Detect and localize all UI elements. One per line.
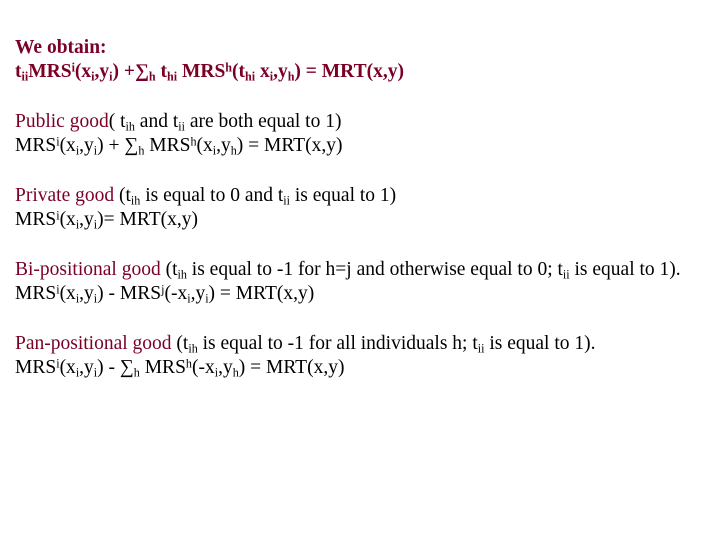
formula-sup: i bbox=[56, 208, 60, 223]
panpositional-good-formula bbox=[15, 356, 705, 380]
text-part: and t bbox=[134, 111, 179, 132]
formula-part: ) = MRT(x,y) bbox=[236, 135, 343, 156]
formula-sub: i bbox=[91, 69, 95, 84]
private-good-formula bbox=[15, 208, 705, 232]
formula-sub: i bbox=[75, 143, 80, 158]
text-part: ( t bbox=[108, 111, 126, 132]
formula-part: MRS bbox=[15, 283, 57, 304]
formula-sub: h bbox=[287, 69, 295, 84]
formula-sub: h bbox=[148, 69, 156, 84]
formula-part: (-x bbox=[191, 357, 215, 378]
public-good-condition bbox=[15, 110, 705, 134]
text-sub: ii bbox=[562, 267, 570, 282]
text-part: (t bbox=[171, 333, 189, 354]
private-good-label: Private good bbox=[15, 185, 115, 206]
formula-sub: i bbox=[212, 143, 217, 158]
text-part: (t bbox=[114, 185, 131, 206]
text-sub: ii bbox=[283, 193, 291, 208]
text-part: is equal to 1). bbox=[484, 333, 596, 354]
formula-sub: hi bbox=[245, 69, 256, 84]
heading: We obtain: bbox=[15, 37, 107, 58]
formula-part: ) = MRT(x,y) bbox=[238, 357, 345, 378]
formula-part: (x bbox=[196, 135, 213, 156]
formula-sup: i bbox=[56, 282, 60, 297]
formula-sub: i bbox=[75, 217, 80, 232]
panpositional-good-label: Pan-positional good bbox=[15, 333, 172, 354]
formula-sub: i bbox=[75, 291, 80, 306]
formula-sup: h bbox=[190, 134, 197, 149]
formula-sup: h bbox=[225, 60, 233, 75]
text-part: is equal to 0 and t bbox=[140, 185, 284, 206]
formula-part: ,y bbox=[216, 135, 231, 156]
text-part: is equal to 1) bbox=[290, 185, 397, 206]
formula-part: ) = MRT(x,y) bbox=[294, 61, 404, 82]
formula-part: t bbox=[15, 61, 22, 82]
text-sub: ih bbox=[188, 341, 198, 356]
bipositional-good-condition bbox=[15, 258, 705, 282]
text-part: is equal to 1). bbox=[569, 259, 681, 280]
formula-part: ,y bbox=[79, 135, 94, 156]
formula-sub: h bbox=[133, 365, 140, 380]
formula-sub: h bbox=[232, 365, 239, 380]
formula-part: ,y bbox=[79, 283, 94, 304]
formula-part: ,y bbox=[273, 61, 288, 82]
formula-sub: h bbox=[230, 143, 237, 158]
public-good-formula bbox=[15, 134, 705, 158]
formula-sub: i bbox=[93, 143, 98, 158]
formula-part: ,y bbox=[218, 357, 233, 378]
formula-part: ,y bbox=[190, 283, 206, 304]
formula-sub: i bbox=[109, 69, 113, 84]
formula-sub: i bbox=[93, 365, 98, 380]
formula-part: MRS bbox=[144, 135, 191, 156]
private-good-condition bbox=[15, 184, 705, 208]
slide-content bbox=[15, 36, 705, 380]
formula-part: (x bbox=[59, 135, 76, 156]
formula-part: MRS bbox=[177, 61, 226, 82]
formula-part: MRS bbox=[15, 209, 57, 230]
formula-part: MRS bbox=[28, 61, 72, 82]
formula-part: ,y bbox=[94, 61, 110, 82]
formula-part: MRS bbox=[139, 357, 186, 378]
formula-sup: j bbox=[161, 282, 165, 297]
formula-sub: i bbox=[205, 291, 209, 306]
formula-sub: ii bbox=[21, 69, 29, 84]
formula-part: MRS bbox=[15, 135, 57, 156]
formula-part: (x bbox=[59, 357, 76, 378]
formula-sup: i bbox=[56, 356, 60, 371]
formula-sub: hi bbox=[167, 69, 178, 84]
formula-part: ) - MRS bbox=[97, 283, 162, 304]
text-sub: ii bbox=[477, 341, 485, 356]
general-formula bbox=[15, 60, 705, 84]
formula-sub: i bbox=[214, 365, 219, 380]
text-part: is equal to -1 for all individuals h; t bbox=[197, 333, 478, 354]
text-part: (t bbox=[160, 259, 178, 280]
public-good-label: Public good bbox=[15, 111, 109, 132]
panpositional-good-condition bbox=[15, 332, 705, 356]
formula-sub: i bbox=[75, 365, 80, 380]
formula-part: ,y bbox=[79, 357, 94, 378]
formula-part: (x bbox=[74, 61, 92, 82]
formula-part: MRS bbox=[15, 357, 57, 378]
formula-part: (x bbox=[59, 209, 76, 230]
bipositional-good-label: Bi-positional good bbox=[15, 259, 161, 280]
formula-part: (-x bbox=[164, 283, 188, 304]
bipositional-good-formula bbox=[15, 282, 705, 306]
formula-part: ) - ∑ bbox=[97, 357, 134, 378]
text-part: are both equal to 1) bbox=[184, 111, 342, 132]
formula-part: (x bbox=[59, 283, 76, 304]
formula-sup: i bbox=[71, 60, 75, 75]
formula-part: ) + ∑ bbox=[97, 135, 139, 156]
formula-part: ) +∑ bbox=[112, 61, 149, 82]
formula-part: t bbox=[155, 61, 167, 82]
formula-sup: h bbox=[185, 356, 192, 371]
formula-part: ,y bbox=[79, 209, 94, 230]
text-sub: ii bbox=[178, 119, 185, 134]
formula-sub: i bbox=[93, 217, 98, 232]
formula-part: )= MRT(x,y) bbox=[97, 209, 198, 230]
formula-sub: i bbox=[187, 291, 191, 306]
text-sub: ih bbox=[125, 119, 135, 134]
text-part: is equal to -1 for h=j and otherwise equal to 0; t bbox=[186, 259, 563, 280]
formula-part: x bbox=[255, 61, 270, 82]
formula-sub: i bbox=[93, 291, 98, 306]
formula-sup: i bbox=[56, 134, 60, 149]
text-sub: ih bbox=[130, 193, 141, 208]
text-sub: ih bbox=[177, 267, 187, 282]
formula-sub: i bbox=[269, 69, 274, 84]
formula-part: (t bbox=[232, 61, 246, 82]
formula-part: ) = MRT(x,y) bbox=[208, 283, 315, 304]
formula-sub: h bbox=[138, 143, 145, 158]
